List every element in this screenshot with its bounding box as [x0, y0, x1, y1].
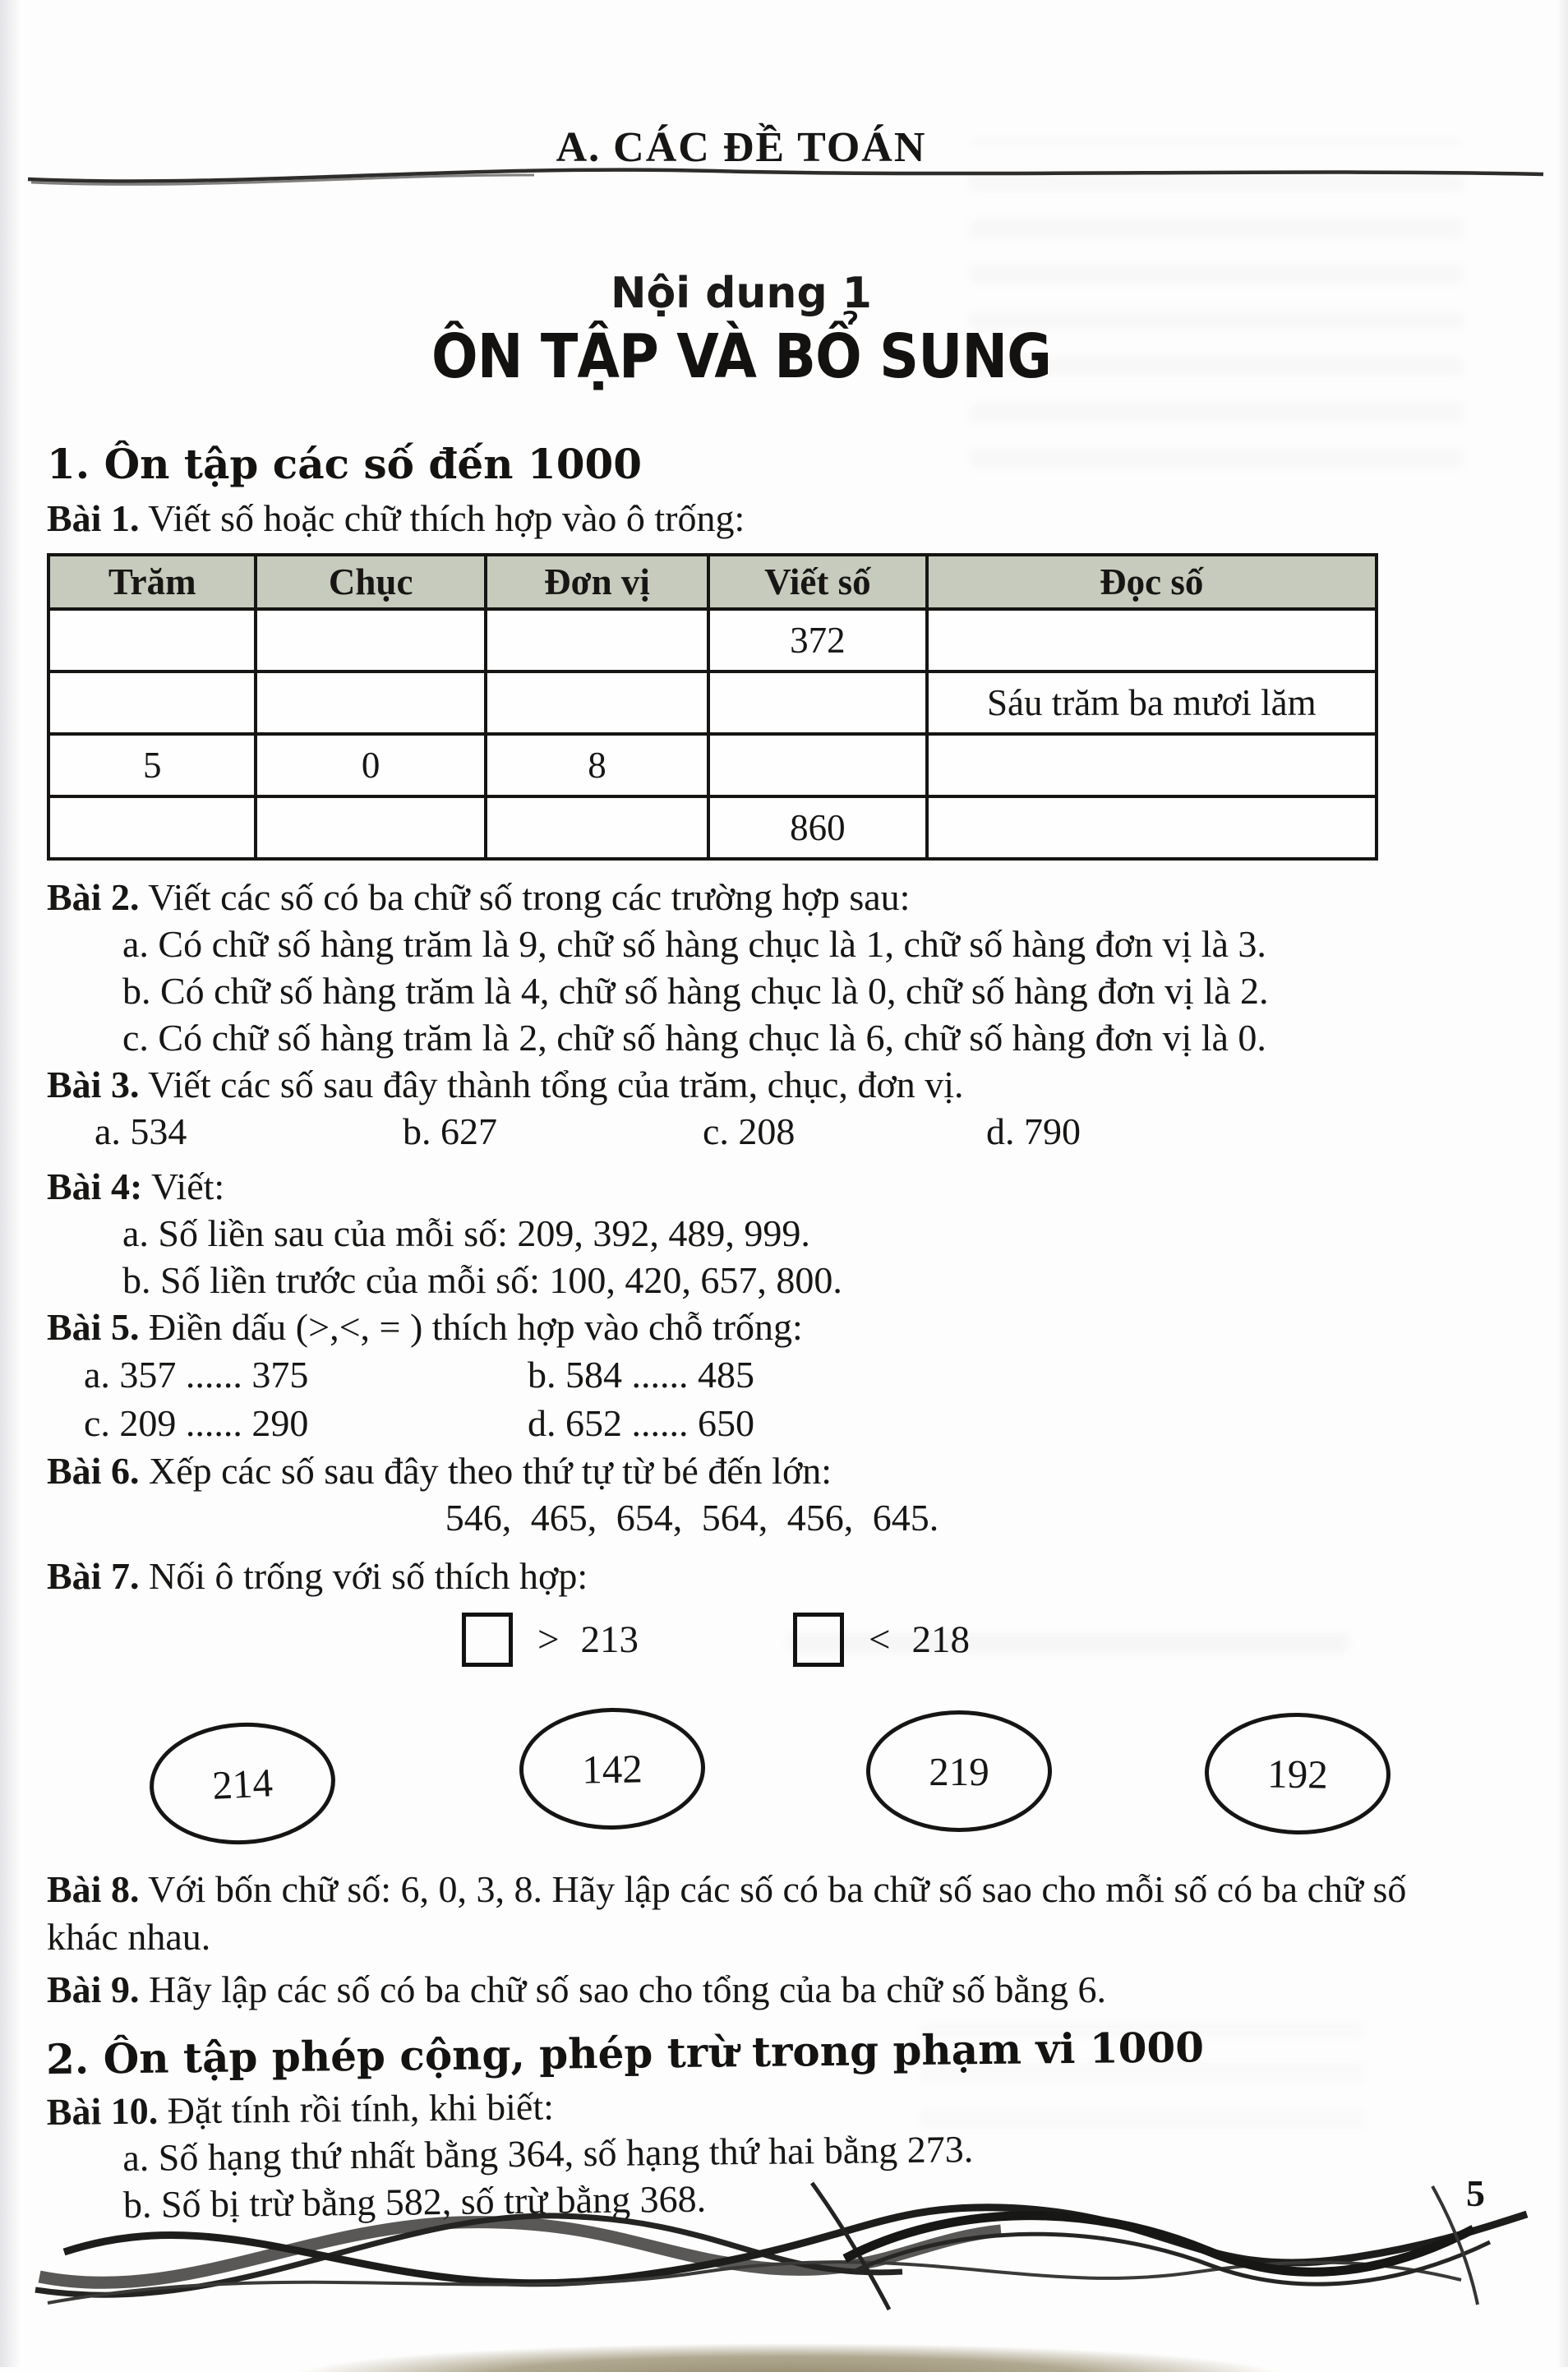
exercise-2-label: Bài 2.: [47, 876, 140, 918]
exercise-2-item-a: [47, 921, 1436, 967]
oval-number: 192: [1266, 1750, 1329, 1797]
table-cell: [48, 609, 256, 671]
item-label: a.: [122, 1212, 149, 1254]
item-text: Có chữ số hàng trăm là 2, chữ số hàng chục là 6, chữ số hàng đơn vị là 0.: [158, 1017, 1266, 1059]
exercise-10-label: Bài 10.: [46, 2089, 159, 2133]
exercise-4-intro: [47, 1163, 1436, 1210]
table-cell: Sáu trăm ba mươi lăm: [927, 671, 1377, 734]
table-header-chuc: Chục: [256, 555, 485, 609]
exercise-4-text: Viết:: [150, 1165, 225, 1207]
item-label: b.: [122, 2183, 152, 2227]
table-cell: [48, 796, 256, 859]
place-value-table: [47, 553, 1378, 861]
less-than-sign: <: [869, 1618, 891, 1661]
table-cell: [48, 671, 256, 734]
exercise-5-values: [47, 1350, 1436, 1447]
exercise-1-intro: [47, 495, 1436, 542]
value-item: c. 208: [703, 1110, 796, 1152]
item-text: Có chữ số hàng trăm là 9, chữ số hàng chục là 1, chữ số hàng đơn vị là 3.: [158, 923, 1266, 965]
exercise-6-label: Bài 6.: [47, 1450, 140, 1492]
exercise-2-item-b: [47, 967, 1436, 1014]
exercise-8-text: Với bốn chữ số: 6, 0, 3, 8. Hãy lập các số có ba chữ số sao cho mỗi số có ba chữ số khác nhau.: [47, 1868, 1407, 1958]
value-item: a. 534: [95, 1110, 187, 1152]
exercise-2-item-c: [47, 1014, 1436, 1061]
exercise-9: [47, 1966, 1436, 2014]
compare-item: b. 584 ...... 485: [528, 1354, 754, 1396]
table-row: [48, 671, 1377, 734]
oval-number: 142: [581, 1745, 643, 1793]
table-cell: [927, 609, 1377, 671]
table-cell: 860: [708, 796, 926, 859]
table-cell: [256, 671, 485, 734]
exercise-1-text: Viết số hoặc chữ thích hợp vào ô trống:: [148, 497, 745, 539]
bottom-edge-shadow: [189, 2342, 1389, 2372]
compare-item: d. 652 ...... 650: [528, 1402, 754, 1444]
page-header: A. CÁC ĐỀ TOÁN: [556, 124, 927, 171]
table-header-docso: Đọc số: [927, 555, 1377, 609]
exercise-2-intro: [47, 874, 1436, 921]
condition-value: 218: [911, 1618, 971, 1661]
page-content: [47, 0, 1436, 2229]
table-row: [48, 609, 1377, 671]
bottom-swoosh-decoration: [31, 2177, 1547, 2315]
section-1-heading: 1. Ôn tập các số đến 1000: [47, 440, 643, 488]
exercise-5-label: Bài 5.: [47, 1306, 140, 1348]
exercise-7-text: Nối ô trống với số thích hợp:: [148, 1555, 588, 1597]
oval-number: 219: [929, 1748, 989, 1794]
item-text: Có chữ số hàng trăm là 4, chữ số hàng chục là 0, chữ số hàng đơn vị là 2.: [160, 970, 1269, 1012]
table-cell: [708, 734, 926, 796]
table-cell: [486, 796, 708, 859]
condition-less: [793, 1613, 970, 1667]
exercise-9-label: Bài 9.: [47, 1968, 140, 2010]
table-row: [48, 734, 1377, 796]
compare-item: c. 209 ...... 290: [84, 1402, 309, 1444]
exercise-9-text: Hãy lập các số có ba chữ số sao cho tổng của ba chữ số bằng 6.: [148, 1968, 1106, 2010]
table-cell: 372: [708, 609, 926, 671]
page-right-edge-shadow: [1556, 0, 1568, 2367]
exercise-3-text: Viết các số sau đây thành tổng của trăm, chục, đơn vị.: [148, 1064, 964, 1105]
table-header-vietso: Viết số: [708, 555, 926, 609]
table-header-row: [48, 555, 1377, 609]
exercise-4-item-a: [47, 1210, 1436, 1257]
table-cell: 5: [48, 734, 256, 796]
table-header-donvi: Đơn vị: [486, 555, 708, 609]
item-text: Số hạng thứ nhất bằng 364, số hạng thứ hai bằng 273.: [158, 2128, 974, 2179]
exercise-4-label: Bài 4:: [47, 1165, 143, 1207]
table-cell: [927, 796, 1377, 859]
answer-box-icon: [793, 1613, 844, 1667]
exercise-7-intro: [47, 1553, 1436, 1599]
number-oval: [146, 1718, 338, 1849]
item-text: Số bị trừ bằng 582, số trừ bằng 368.: [160, 2177, 707, 2226]
table-cell: [256, 609, 485, 671]
exercise-7-label: Bài 7.: [47, 1555, 140, 1597]
table-cell: [256, 796, 485, 859]
section-label: Nội dung 1: [611, 269, 872, 318]
number-oval: [1204, 1711, 1392, 1836]
exercise-6-numbers: 546, 465, 654, 564, 456, 645.: [445, 1497, 939, 1539]
compare-item: a. 357 ...... 375: [84, 1354, 309, 1396]
page-left-edge-shadow: [0, 0, 21, 2367]
condition-value: 213: [580, 1618, 639, 1661]
exercise-6-text: Xếp các số sau đây theo thứ tự từ bé đến lớn:: [148, 1450, 832, 1492]
exercise-3-label: Bài 3.: [47, 1064, 140, 1105]
exercise-3-intro: [47, 1061, 1436, 1108]
exercise-2-text: Viết các số có ba chữ số trong các trường hợp sau:: [148, 876, 911, 918]
exercise-8-label: Bài 8.: [47, 1868, 140, 1910]
item-label: a.: [122, 2136, 150, 2180]
item-text: Số liền sau của mỗi số: 209, 392, 489, 999.: [158, 1212, 810, 1254]
table-cell: 8: [486, 734, 708, 796]
table-row: [48, 796, 1377, 859]
value-item: b. 627: [403, 1110, 497, 1152]
item-label: b.: [122, 1259, 151, 1301]
exercise-6-intro: [47, 1447, 1436, 1494]
table-cell: [486, 671, 708, 734]
number-oval: [866, 1710, 1052, 1832]
exercise-5-text: Điền dấu (>,<, = ) thích hợp vào chỗ trống:: [148, 1306, 803, 1348]
table-cell: [927, 734, 1377, 796]
number-oval: [519, 1706, 707, 1831]
table-header-tram: Trăm: [48, 555, 256, 609]
greater-than-sign: >: [537, 1618, 560, 1661]
page-number: 5: [1466, 2172, 1485, 2214]
item-label: b.: [122, 970, 151, 1012]
table-cell: [486, 609, 708, 671]
table-cell: [708, 671, 926, 734]
exercise-7-conditions: [47, 1613, 1436, 1667]
exercise-4-item-b: [47, 1257, 1436, 1304]
exercise-7-number-ovals: [47, 1708, 1436, 1838]
table-cell: 0: [256, 734, 485, 796]
exercise-5-intro: [47, 1304, 1436, 1350]
item-label: c.: [122, 1017, 149, 1059]
item-label: a.: [122, 923, 149, 965]
exercise-8: [47, 1866, 1436, 1961]
oval-number: 214: [210, 1759, 274, 1808]
value-item: d. 790: [986, 1110, 1081, 1152]
answer-box-icon: [462, 1613, 513, 1667]
exercise-10-text: Đặt tính rồi tính, khi biết:: [167, 2085, 555, 2132]
page-title: ÔN TẬP VÀ BỔ SUNG: [431, 321, 1051, 392]
exercise-1-label: Bài 1.: [47, 497, 140, 539]
section-2-heading: 2. Ôn tập phép cộng, phép trừ trong phạm vi 1000: [45, 2023, 1205, 2084]
condition-greater: [462, 1613, 639, 1667]
item-text: Số liền trước của mỗi số: 100, 420, 657, 800.: [160, 1259, 842, 1301]
exercise-3-values: [47, 1108, 1436, 1155]
